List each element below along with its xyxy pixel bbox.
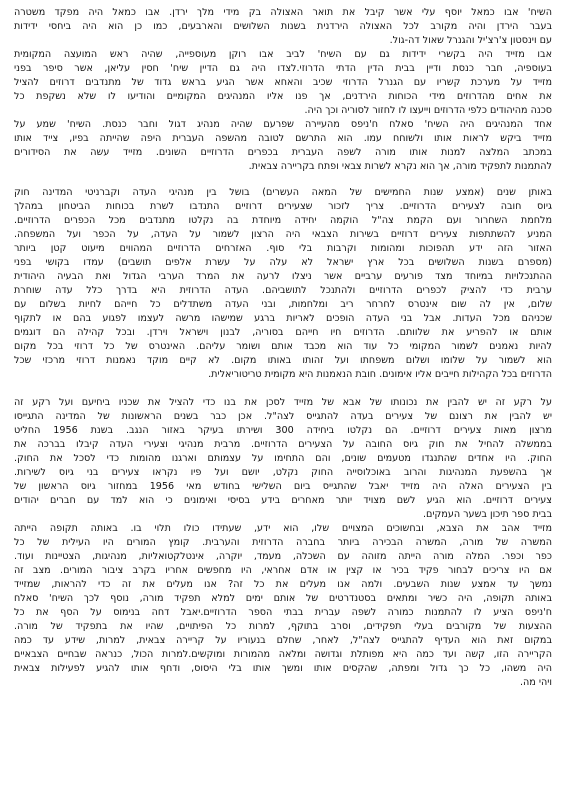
text-line: ויהי מה.	[519, 677, 552, 688]
text-line: את אחים מהדרוזים מידי הכוחות הירדנים, אך פנו אליו המנהיגים המקומיים והודיעו לו שלא נשקפת כל	[14, 91, 552, 102]
text-line: בבית ספר תיכון בשער העמקים.	[422, 509, 552, 520]
text-line: הוא לשמור על שלומו ושלום משפחתו ועל זהותו באותו מקום. לא קיים מוקד נאמנות דרוזי מרכזי שכל	[14, 355, 552, 366]
text-line: המשרה של מורה, המשרה הבכירה ביותר בחברה הדרוזית והערבית. קומץ המורים היו העילית של כל	[14, 537, 552, 548]
text-line: באותה תקופה, היה כשיר ומתאים בסטנדרטים של אותם ימים למלא תפקיד מורה, נוסף לכך השיח' סאלח	[14, 593, 552, 604]
text-line: להיות נאמנים לשמור המקומי כל עוד הוא מכבד אותם ושומר עליהם. האינטרס של כל דרוזי בכל מקום	[14, 341, 552, 352]
text-line: השיח' אבו כמאל יוסף עלי אשר קיבל את תואר האצולה בק מידי מלך ירדן. אבו כמאל היה מפקד משטרה	[14, 7, 552, 18]
text-line: להתמנות לתפקיד מורה, אך הוא נקרא לשרות צבאי ופתח בקריירה צבאית.	[248, 161, 552, 172]
text-line: על רקע זה יש להבין את נכונותו של אבא של מזייד לסכן את בנו כדי להציל את שכניו ביחיעם ועל רקע זה	[14, 397, 552, 408]
text-line: סכנה מהיהודים כלפי הדרוזים וייעצו לו לחזור לסוריה וכך היה.	[304, 105, 552, 116]
text-line: שלום, אין לה שום אינטרס לחרחר ריב ומלחמות, ובני העדה משתדלים כל חייהם לחיות בשלום עם	[14, 299, 552, 310]
text-line: ההצעות של מקורבים בעלי תפקידים, וסרב בתוקף, למרות כל הפיתויים, שהיו את בתפקיד של מורה.	[14, 621, 552, 632]
text-line: אם היו צריכים לבחור פקיד בכיר או קצין או אדם אחראי, היו מחפשים אחריו בקרב ציבור המורים. מצב זה	[14, 565, 552, 576]
text-line: במכתב המלצה למנות אותו מורה לשפה העברית בכפרים הדרוזיים השונים. מזייד עשה את הסידורים	[14, 147, 552, 158]
text-line: מרצון מאות צעירים דרוזיים. הם נקלטו ביחידה 300 ושירתו בעיקר באזור הנגב. בשנת 1956 החליט	[14, 425, 552, 436]
text-line: יש להבין את רצונם של צעירים בעדה להתגייס לצה"ל. אכן כבר בשנים הראשונות של המדינה התגייסו	[14, 411, 552, 422]
text-line: אחד המנהיגים היה השיח' סאלח ח'ניפס מהעיירה שפרעם שהיה מנהיג דגול וחבר כנסת. השיח' שמע על	[14, 119, 552, 130]
text-line: נמשך עד אמצע שנות השבעים. ולמה אנו מעלים את כל זה? אנו מעלים את זה כדי להראות, שמזייד	[14, 579, 552, 590]
text-line: ההתנכלויות במיוחד מצד פורעים ערביים אשר ניצלו לרעה את המרד הערבי הגדול ואת הבעיה היהודית	[14, 271, 552, 282]
text-line: שכניהם מכל העדות. אבל בני העדה הופכים לאריות ברגע שמישהו מרשה לעצמו לפגוע בהם או לתקוף	[14, 313, 552, 324]
text-line: בעבר הירדן והיה מקורב לכל האצולה הירדנית בשנות השלושים והארבעים, כמו כן הוא היה ביחסי ידידות	[14, 21, 552, 32]
text-line: אותם או להפריע את שלוותם. הדרוזים חיו חייהם בסוריה, לבנון וישראל וירדן. ובכל קהילה הם דוגמים	[14, 327, 552, 338]
text-line: החוק. היו אחדים שהתנגדו מטעמים שונים, והם התחימו על עצמותם וארגנו מהומות כדי לסכל את החוק.	[14, 453, 552, 464]
text-line: ערבית כדי להציק לכפרים הדרוזיים ולהתנכל לתושביהם. העדה הדרוזית היא בדרך כלל עדה שוחרת	[14, 285, 552, 296]
text-line: בעוספיה, חבר כנסת ודיין בבית הדין הדתי הדרוזי.לצדו היה גם הדיין שיח' חסין עליאן, אשר סיפר בפני	[14, 63, 552, 74]
text-line: כפר וכפר. המלה מורה הייתה מזוהה עם השכלה, מעמד, יוקרה, אינטלקטואליות, מנהיגות, הצטיינות ועוד.	[14, 551, 552, 562]
text-line: צעירים דרוזיים. הוא הגיע לשם מצויד יותר מאחרים בידע בסיסי ואימונים כי הוא למד עם חברים יהודים	[14, 495, 552, 506]
text-line: המניע להשתתפות צעירים דרוזיים בשירות הצבאי היה הרצון לשמור על העדה, על הכפר ועל המשפחה.	[14, 229, 552, 240]
text-line: מזייד ביקש לראות אותו ולשוחח עמו. הוא התרשם לטובה מהשפה העברית היפה שהייתה בפיו, צייד אותו	[14, 133, 552, 144]
text-line: ח'ניפס הציע לו להתמנות כמורה לשפה עברית בבתי הספר הדרוזיים.יאבל דחה בנימוס על הסף את כל	[14, 607, 552, 618]
text-line: מלחמת השחרור ועם הקמת צה"ל הוקמה יחידה מיוחדת בה נקלטו מתנדבים מכל הכפרים הדרוזיים.	[14, 215, 552, 226]
text-line: היה משהו, כל כך גדול ומפתה, שהקסים אותו ומשך אותו בלי היסוס, ודחף אותו להגיע לפעילות צבאית	[14, 663, 552, 674]
text-line: הדרוזים בכל הקהילות חייבים אליו אימונים. חובת הנאמנות היא מקומית טריטוריאלית.	[208, 369, 552, 380]
text-line: האזור הזה ידע תהפוכות ומהומות וקרבות בלי סוף. האזרחים הדרוזיים המהווים מיעוט קטן ביותר	[14, 243, 552, 254]
text-line: במקום זאת הוא העדיף להתגייס לצה"ל, לאחר, שחלם בנעוריו על קריירה צבאית, למרות, שידע עד כמה	[14, 635, 552, 646]
paragraph-1	[14, 6, 552, 174]
text-line: אך בהשפעת המנהיגות והרוב באוכלוסייה החוק נקלט, יושם ועל פיו נקראו צעירים בני גיוס לשירות.	[14, 467, 552, 478]
text-line: מזייד אהב את הצבא, ובחשוכים המצויים שלו, הוא ידע, שעתידו כולו תלוי בו. באותה תקופה הייתה	[14, 523, 552, 534]
text-line: אבו מזייד היה בקשרי ידידות גם עם השיח' לביב אבו רוקן מעוספייה, שהיה ראש המועצה המקומית	[14, 49, 552, 60]
text-line: מזייד על מערכת קשריו עם הגנרל הדרוזי שכיב והאחא אשר הגיע בראש גדוד של מתנדבים דרוזים להציל	[14, 77, 552, 88]
paragraph-3	[14, 396, 552, 690]
text-line: גיוס חובה לצעירים הדרוזיים. צריך לזכור שצעירים דרוזיים התנדבו לשרת בכוחות הביטחון במהלך	[14, 201, 552, 212]
text-line: עם וינסטון צ'רצ'יל והגנרל שאול דה-גול.	[389, 35, 552, 46]
text-line: בממשלה להחיל את חוק גיוס החובה על הצעירים הדרוזיים. מרבית מנהיגי וצעירי העדה קיבלו בברכה את	[14, 439, 552, 450]
paragraph-2	[14, 186, 552, 382]
text-line: (מספרם בשנות השלושים בכל ארץ ישראל לא עלה על עשרת אלפים תושבים) עמדו בקושי בפני	[14, 257, 552, 268]
text-line: באותן שנים (אמצע שנות החמישים של המאה העשרים) בושל בין מנהיגי העדה וקברניטי המדינה חוק	[14, 187, 552, 198]
text-line: בין הצעירים האלה היה מזייד יאבל שהתגייס ביום השלישי בחודש מאי 1956 במחזור גיוס הראשון של	[14, 481, 552, 492]
text-line: הקריירה הזו, קשה ועד כמה היא מפותלת וגדושה ומלאה מהמורות ומוקשים.למרות הכול, כנראה שבחיים הצבאיים	[14, 649, 552, 660]
